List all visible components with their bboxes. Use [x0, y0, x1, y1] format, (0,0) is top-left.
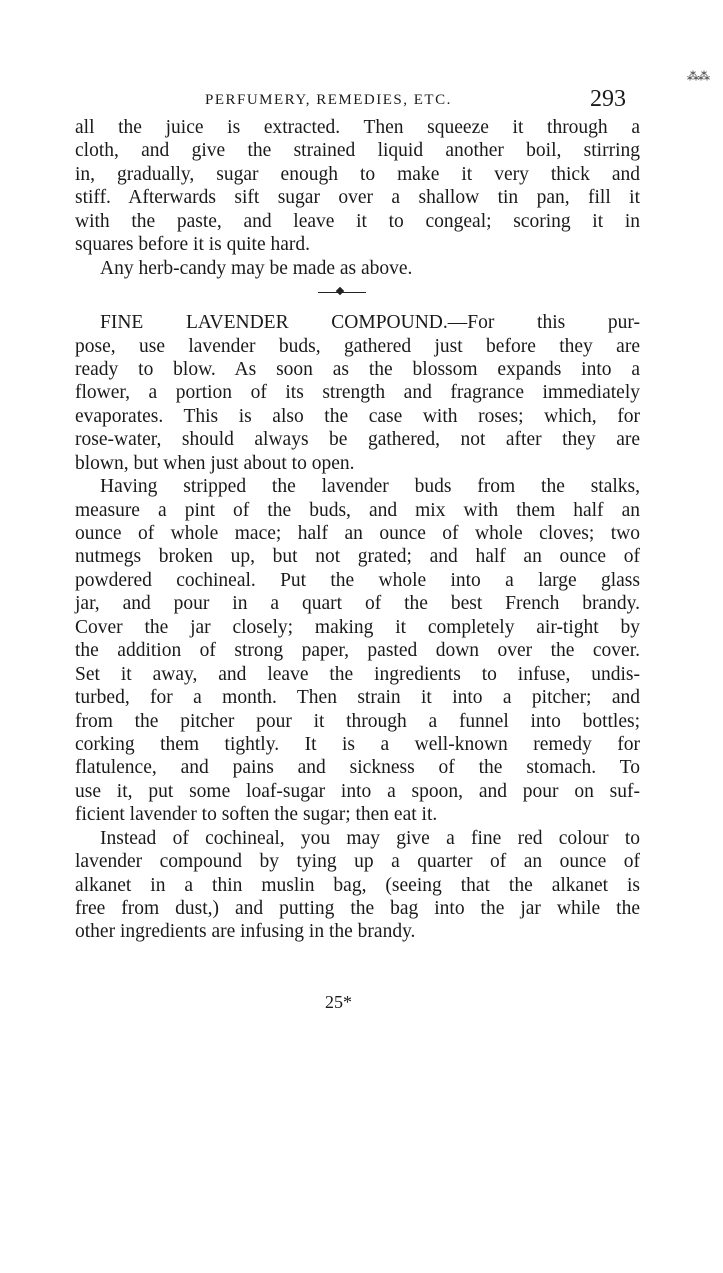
text-line: evaporates. This is also the case with roses; which, for	[75, 405, 640, 427]
text-line: free from dust,) and putting the bag into the jar while the	[75, 898, 640, 919]
text-line: stiff. Afterwards sift sugar over a shallow tin pan, fill it	[75, 187, 640, 209]
text-line: Cover the jar closely; making it completely air-tight by	[75, 616, 640, 638]
text-line: squares before it is quite hard.	[75, 234, 311, 256]
text-line: from the pitcher pour it through a funnel into bottles;	[75, 710, 640, 732]
text-line: flower, a portion of its strength and fragrance immediately	[75, 382, 640, 404]
paragraph	[75, 116, 640, 257]
text-line: flatulence, and pains and sickness of the stomach. To	[75, 757, 640, 779]
text-line: corking them tightly. It is a well-known remedy for	[75, 733, 640, 755]
text-line: nutmegs broken up, but not grated; and half an ounce of	[75, 546, 640, 568]
text-line: use it, put some loaf-sugar into a spoon, and pour on suf-	[75, 780, 640, 802]
text-line: ready to blow. As soon as the blossom expands into a	[75, 358, 640, 380]
text-line: ficient lavender to soften the sugar; then eat it.	[75, 804, 438, 826]
text-line: Any herb-candy may be made as above.	[100, 257, 413, 279]
text-line: cloth, and give the strained liquid another boil, stirring	[75, 140, 640, 162]
paragraph	[75, 475, 640, 827]
text-line: Set it away, and leave the ingredients to infuse, undis-	[75, 663, 640, 685]
diamond-ornament-icon	[336, 287, 344, 295]
text-line: blown, but when just about to open.	[75, 452, 355, 474]
text-line: with the paste, and leave it to congeal; scoring it in	[75, 210, 640, 232]
text-line: rose-water, should always be gathered, not after they are	[75, 429, 640, 451]
text-line: the addition of strong paper, pasted down over the cover.	[75, 640, 640, 662]
text-line: alkanet in a thin muslin bag, (seeing that the alkanet is	[75, 874, 640, 896]
text-line: turbed, for a month. Then strain it into a pitcher; and	[75, 687, 640, 709]
running-title: PERFUMERY, REMEDIES, ETC.	[205, 92, 452, 108]
paragraph	[75, 827, 640, 944]
text-line: in, gradually, sugar enough to make it very thick and	[75, 163, 640, 185]
text-line: pose, use lavender buds, gathered just before they are	[75, 335, 640, 357]
page-number: 293	[590, 86, 626, 112]
text-line: Having stripped the lavender buds from the stalks,	[100, 476, 640, 498]
paragraph	[75, 311, 640, 475]
text-line: powdered cochineal. Put the whole into a large glass	[75, 569, 640, 591]
text-line: jar, and pour in a quart of the best French brandy.	[75, 593, 640, 615]
text-line: other ingredients are infusing in the brandy.	[75, 921, 416, 943]
text-line: measure a pint of the buds, and mix with them half an	[75, 499, 640, 521]
page-body	[75, 116, 640, 944]
text-line: ounce of whole mace; half an ounce of whole cloves; two	[75, 523, 640, 544]
text-line: lavender compound by tying up a quarter of an ounce of	[75, 851, 640, 873]
text-line: all the juice is extracted. Then squeeze it through a	[75, 117, 640, 138]
text-line: Instead of cochineal, you may give a fine red colour to	[100, 827, 640, 849]
signature-mark: 25*	[325, 992, 352, 1012]
paragraph	[75, 257, 640, 280]
section-separator	[75, 280, 640, 311]
library-stamp-icon: ⁂⁂	[687, 69, 709, 83]
text-line: FINE LAVENDER COMPOUND.—For this pur-	[100, 312, 640, 334]
